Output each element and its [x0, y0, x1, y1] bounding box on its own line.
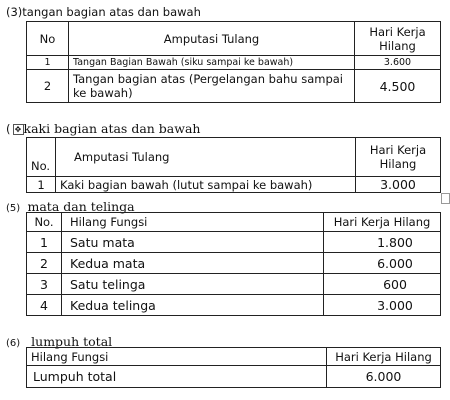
- section-4-heading: [6, 121, 200, 136]
- table-row: [27, 70, 441, 103]
- cell-amputasi: Tangan Bagian Bawah (siku sampai ke bawah): [69, 56, 355, 70]
- cell-no: 1: [27, 177, 56, 193]
- cell-hilang-fungsi: Satu telinga: [62, 274, 324, 295]
- cell-no: 2: [27, 253, 62, 274]
- cell-amputasi: Kaki bagian bawah (lutut sampai ke bawah): [56, 177, 356, 193]
- section-3-title: tangan bagian atas dan bawah: [22, 5, 201, 19]
- cell-no: 1: [27, 232, 62, 253]
- cell-hari: 3.600: [355, 56, 441, 70]
- cell-hari: 6.000: [327, 366, 441, 388]
- cell-hilang-fungsi: Satu mata: [62, 232, 324, 253]
- cell-hari: 600: [324, 274, 441, 295]
- cell-no: 4: [27, 295, 62, 316]
- header-no: No.: [27, 138, 56, 177]
- table-section-5: [26, 212, 441, 316]
- section-4-title: kaki bagian atas dan bawah: [23, 121, 201, 136]
- table-row: [27, 274, 441, 295]
- cell-hari: 4.500: [355, 70, 441, 103]
- cell-hilang-fungsi: Kedua mata: [62, 253, 324, 274]
- four-arrow-move-icon[interactable]: ✥: [13, 124, 24, 135]
- cell-no: 2: [27, 70, 69, 103]
- section-5-title: mata dan telinga: [27, 199, 135, 214]
- table-section-4: [26, 137, 441, 193]
- cell-no: 3: [27, 274, 62, 295]
- header-hari-kerja-hilang: Hari Kerja Hilang: [355, 22, 441, 56]
- header-hari-kerja-hilang: Hari Kerja Hilang: [356, 138, 441, 177]
- cell-hari: 3.000: [356, 177, 441, 193]
- section-6-title: lumpuh total: [31, 334, 113, 349]
- header-no: No.: [27, 213, 62, 232]
- cell-hari: 6.000: [324, 253, 441, 274]
- header-amputasi-tulang: Amputasi Tulang: [69, 22, 355, 56]
- table-row: [27, 295, 441, 316]
- cell-hilang-fungsi: Lumpuh total: [27, 366, 327, 388]
- section-4-number: (: [6, 122, 11, 136]
- header-hilang-fungsi: Hilang Fungsi: [27, 348, 327, 366]
- square-handle-icon[interactable]: [441, 193, 450, 204]
- header-no: No: [27, 22, 69, 56]
- table-row: [27, 232, 441, 253]
- cell-hilang-fungsi: Kedua telinga: [62, 295, 324, 316]
- cell-hari: 1.800: [324, 232, 441, 253]
- header-hari-kerja-hilang: Hari Kerja Hilang: [324, 213, 441, 232]
- table-section-6: [26, 347, 441, 388]
- cell-hari: 3.000: [324, 295, 441, 316]
- section-5-number: (5): [6, 203, 21, 214]
- section-3-number: (3): [6, 5, 23, 19]
- cell-amputasi: Tangan bagian atas (Pergelangan bahu sampai ke bawah): [69, 70, 355, 103]
- table-section-3: [26, 21, 441, 103]
- table-row: [27, 253, 441, 274]
- header-amputasi-tulang: Amputasi Tulang: [56, 138, 356, 177]
- section-6-number: (6): [6, 338, 21, 349]
- section-3-heading: [6, 5, 201, 19]
- header-hari-kerja-hilang: Hari Kerja Hilang: [327, 348, 441, 366]
- table-row: [27, 56, 441, 70]
- table-row: [27, 177, 441, 193]
- table-row: [27, 366, 441, 388]
- header-hilang-fungsi: Hilang Fungsi: [62, 213, 324, 232]
- cell-no: 1: [27, 56, 69, 70]
